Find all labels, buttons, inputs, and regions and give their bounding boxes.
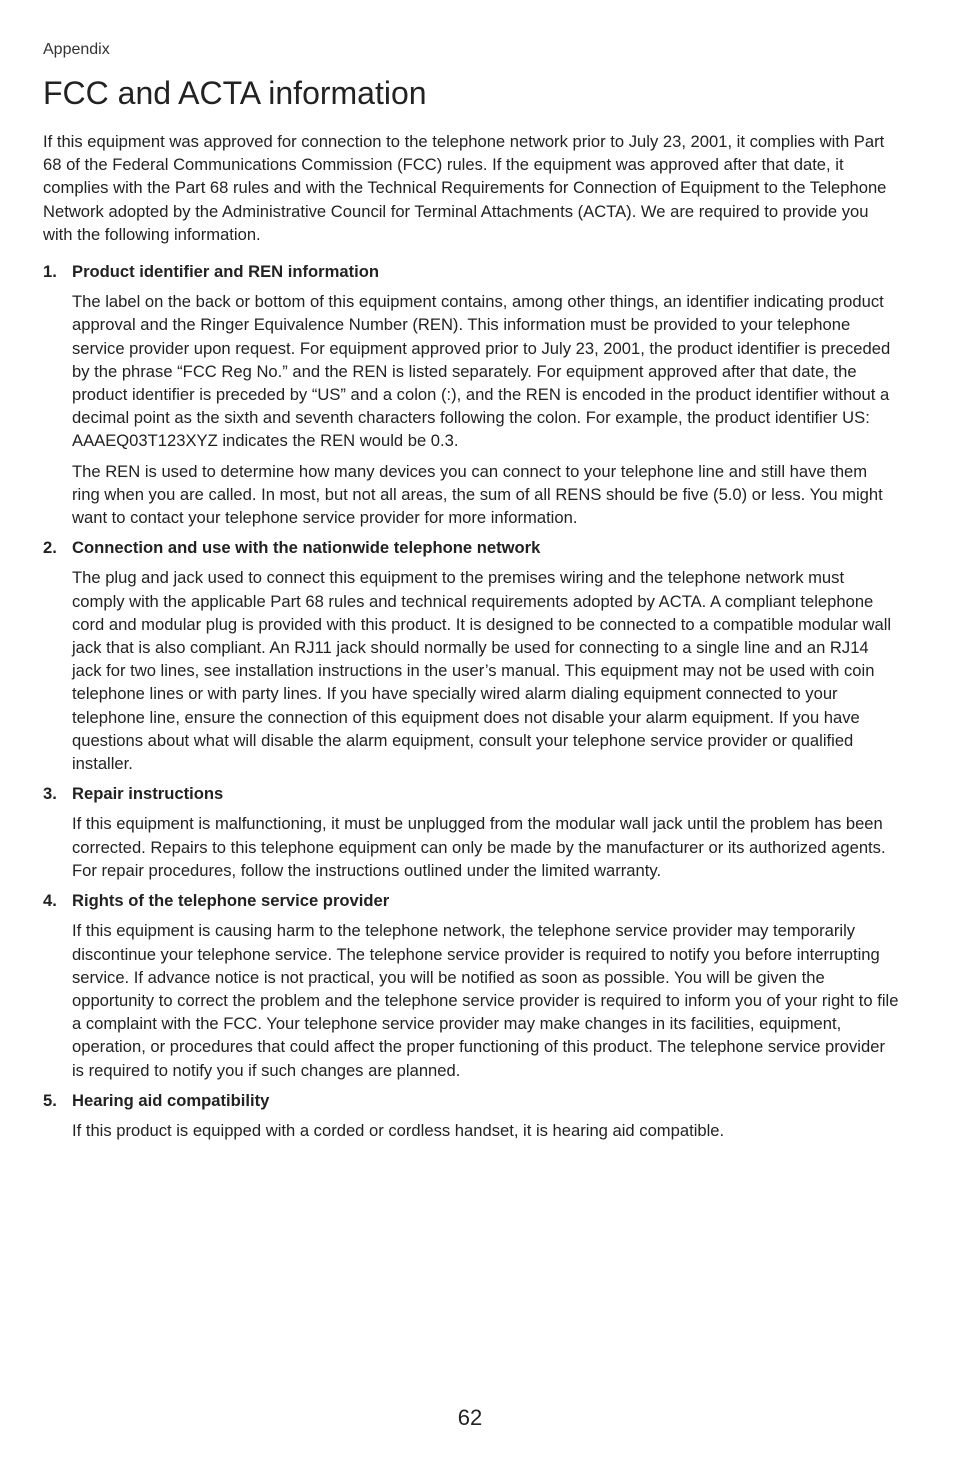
list-item-product-identifier <box>43 260 899 529</box>
item-heading: Rights of the telephone service provider <box>72 891 390 911</box>
item-heading: Connection and use with the nationwide telephone network <box>72 538 541 558</box>
item-paragraph: If this equipment is malfunctioning, it must be unplugged from the modular wall jack until the problem has been corrected. Repairs to this telephone equipment can only be made by the manufacturer or its authorized agents. For repair procedures, follow the instructions outlined under the limited warranty. <box>72 814 886 880</box>
item-paragraph: The label on the back or bottom of this equipment contains, among other things, an identifier indicating product approval and the Ringer Equivalence Number (REN). This information must be provided to your telephone service provider upon request. For equipment approved prior to July 23, 2001, the product identifier is preceded by the phrase “FCC Reg No.” and the REN is listed separately. For equipment approved after that date, the product identifier is preceded by “US” and a colon (:), and the REN is encoded in the product identifier without a decimal point as the sixth and seventh characters following the colon. For example, the product identifier US: AAAEQ03T123XYZ indicates the REN would be 0.3. <box>72 292 891 451</box>
item-paragraph: The plug and jack used to connect this equipment to the premises wiring and the telephone network must comply with the applicable Part 68 rules and technical requirements adopted by ACTA. A compliant telephone cord and modular plug is provided with this product. It is designed to be connected to a compatible modular wall jack that is also compliant. An RJ11 jack should normally be used for connecting to a single line and an RJ14 jack for two lines, see installation instructions in the user’s manual. This equipment may not be used with coin telephone lines or with party lines. If you have specially wired alarm dialing equipment connected to your telephone line, ensure the connection of this equipment does not disable your alarm equipment. If you have questions about what will disable the alarm equipment, consult your telephone service provider or qualified installer. <box>72 568 892 774</box>
list-item-hearing-aid <box>43 1089 899 1142</box>
page-number: 62 <box>457 1405 483 1430</box>
item-number: 3. <box>43 784 57 804</box>
item-heading: Hearing aid compatibility <box>72 1090 270 1110</box>
section-label: Appendix <box>43 41 110 58</box>
item-heading: Repair instructions <box>72 784 224 804</box>
item-number: 1. <box>43 262 57 282</box>
page-title: FCC and ACTA information <box>43 75 427 111</box>
item-paragraph: If this product is equipped with a corded or cordless handset, it is hearing aid compatible. <box>72 1120 725 1140</box>
item-heading: Product identifier and REN information <box>72 262 379 282</box>
item-number: 2. <box>43 538 57 558</box>
item-paragraph: If this equipment is causing harm to the telephone network, the telephone service provider may temporarily discontinue your telephone service. The telephone service provider is required to notify you before interrupting service. If advance notice is not practical, you will be notified as soon as possible. You will be given the opportunity to correct the problem and the telephone service provider is required to inform you of your right to file a complaint with the FCC. Your telephone service provider may make changes in its facilities, equipment, operation, or procedures that could affect the proper functioning of this product. The telephone service provider is required to notify you if such changes are planned. <box>72 921 899 1080</box>
list-item-connection <box>43 536 899 775</box>
list-item-provider-rights <box>43 889 899 1082</box>
document-body <box>43 130 899 1149</box>
item-paragraph: The REN is used to determine how many devices you can connect to your telephone line and still have them ring when you are called. In most, but not all areas, the sum of all RENS should be five (5.0) or less. You might want to contact your telephone service provider for more information. <box>72 461 883 528</box>
item-number: 4. <box>43 891 57 911</box>
item-number: 5. <box>43 1090 57 1110</box>
intro-paragraph: If this equipment was approved for connection to the telephone network prior to July 23, 2001, it complies with Part 68 of the Federal Communications Commission (FCC) rules. If the equipment was approved after that date, it complies with the Part 68 rules and with the Technical Requirements for Connection of Equipment to the Telephone Network adopted by the Administrative Council for Terminal Attachments (ACTA). We are required to provide you with the following information. <box>43 132 887 244</box>
list-item-repair <box>43 782 899 882</box>
